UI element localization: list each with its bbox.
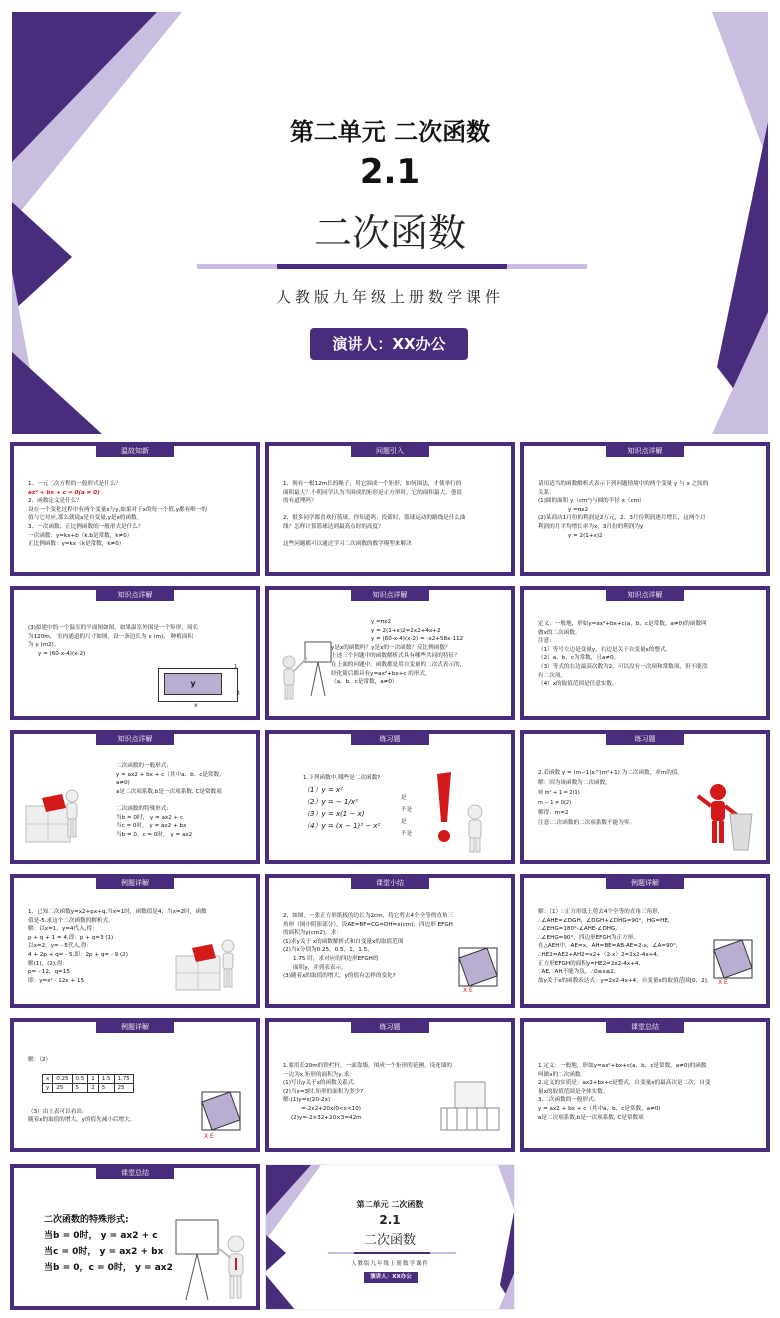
text-line: 正方形EFGH的面积y=HE2=2x2-4x+4, bbox=[538, 960, 641, 967]
text-line: 以x=2，y= - 5代入,得： bbox=[28, 943, 93, 950]
text-line: 1.要用长20m的铁栏杆，一面靠墙，围成一个矩形的花圃，设连墙的 bbox=[283, 1063, 452, 1069]
text-line: (2)当x分别为0.25，0.5，1，1.5， bbox=[283, 947, 373, 954]
table-cell: 2 bbox=[88, 1084, 99, 1093]
mini-divider-light-right bbox=[430, 1252, 456, 1254]
text-line: p= - 12，q=15 bbox=[28, 969, 70, 976]
slide-tab: 知识点详解 bbox=[606, 589, 684, 601]
text-line: 1.下列函数中,哪些是二次函数? bbox=[303, 775, 381, 781]
text-line: 叫做x的二次函数。 bbox=[538, 1071, 587, 1078]
text-line: 二次函数的一般形式: bbox=[116, 763, 169, 769]
slide-body bbox=[538, 1062, 756, 1122]
slide-tab: 课堂总结 bbox=[606, 1021, 684, 1033]
text-line: (1)写出y关于x的函数关系式。 bbox=[283, 1080, 360, 1087]
mini-divider-light bbox=[328, 1252, 354, 1254]
slide-tab: 知识点详解 bbox=[351, 589, 429, 601]
cover-divider-light-right bbox=[507, 264, 587, 269]
cover-presenter-badge: 演讲人：XX办公 bbox=[310, 328, 468, 360]
text-line: 值与它对应,那么就说x是自变量,y是x的函数。 bbox=[28, 515, 143, 522]
mini-section-number: 2.1 bbox=[379, 1213, 401, 1227]
slide-tab: 练习题 bbox=[351, 1021, 429, 1033]
text-line: 2.若函数 y = (m−1)x^(m²+1) 为二次函数，求m的值。 bbox=[538, 770, 683, 776]
formula-line: m − 1 ≠ 0(2) bbox=[538, 800, 572, 806]
text-line: 当b = 0时， y = ax2 + c bbox=[116, 814, 184, 821]
text-line: 当c = 0时， y = ax2 + bx bbox=[116, 823, 187, 830]
slide-summary-2 bbox=[10, 1164, 260, 1310]
slide-review bbox=[10, 442, 260, 576]
text-line: 3.二次函数的一般形式: bbox=[538, 1097, 596, 1104]
text-line: 有二次项。 bbox=[538, 672, 566, 679]
slide-knowledge-1 bbox=[520, 442, 770, 576]
text-line bbox=[116, 796, 246, 805]
text-line: 1、现有一根12m长的绳子，用它围成一个矩形，如何围法，才使举行的 bbox=[283, 481, 462, 487]
text-line: 随着x的取值的增大，y的值先减小后增大。 bbox=[28, 1117, 136, 1124]
slide-exercise-3 bbox=[265, 1018, 515, 1152]
formula-line: （2）y = − 1/x² bbox=[303, 798, 358, 806]
slide-tab: 例题详解 bbox=[96, 1021, 174, 1033]
text-line: 2.定义的实质是：ax2+bx+c是整式，自变量x的最高次是二次，自变 bbox=[538, 1080, 711, 1087]
text-line: 这些问题都可以通过学习二次函数的数学模型来解决 bbox=[283, 541, 412, 548]
text-line: 在上面的问题中，函数都是用自变量的二次式表示的， bbox=[331, 661, 466, 668]
text-line: ∵AE，AH不能为负，∴0≤x≤2, bbox=[538, 969, 616, 976]
slide-tab: 课堂小结 bbox=[351, 877, 429, 889]
text-line: 关系： bbox=[538, 489, 555, 496]
answer-label: 是 bbox=[401, 795, 407, 801]
text-line: 当b = 0时， y = ax2 + c bbox=[44, 1231, 158, 1241]
formula-line: （1）y = x² bbox=[303, 786, 343, 794]
square-diagram-icon bbox=[710, 936, 756, 986]
text-line: 利润的月平均增长率为x，3月份的利润为y bbox=[538, 523, 644, 530]
slide-exercise-1 bbox=[265, 730, 515, 864]
table-cell: 1.5 bbox=[98, 1075, 114, 1084]
slide-tab: 知识点详解 bbox=[96, 733, 174, 745]
svg-text:X E: X E bbox=[718, 979, 728, 986]
text-line: y是x的函数吗？y是x的一次函数？反比例函数？ bbox=[331, 644, 451, 651]
slide-example-2 bbox=[520, 874, 770, 1008]
slide-knowledge-3 bbox=[265, 586, 515, 720]
red-figure-podium-icon bbox=[692, 780, 758, 854]
text-line: 解：以x=1，y=4代入,得： bbox=[28, 926, 98, 933]
text-line: (1)求y关于 x的函数解析式和自变量x的取值范围 bbox=[283, 938, 404, 945]
text-line: 请用适当的函数解析式表示下列问题情境中的两个变量 y 与 x 之间的 bbox=[538, 481, 709, 487]
text-line: ∴HE2=AE2+AH2=x2+（2-x）2=2x2-4x+4, bbox=[538, 951, 659, 958]
answer-label: 不是 bbox=[401, 807, 413, 813]
text-line: 当b = 0，c = 0时， y = ax2 bbox=[116, 831, 193, 838]
text-line: 2、如图，一张正方形纸板的边长为2cm，将它剪去4个全等的直角三 bbox=[283, 913, 454, 919]
text-line: 解：（1）∵正方形纸上剪去4个全等的直角三角形, bbox=[538, 909, 660, 915]
text-line: 解：因为该函数为二次函数， bbox=[538, 780, 611, 786]
slide-body bbox=[538, 480, 756, 540]
text-line: a是二次项系数,b是一次项系数, C是常数项 bbox=[116, 788, 222, 795]
text-line: 3、一次函数、正比例函数的一般形式是什么？ bbox=[28, 523, 144, 530]
text-line: ∴∠EHG=90°，四边形EFGH为正方形, bbox=[538, 934, 636, 941]
slide-body bbox=[283, 480, 501, 549]
text-line: 2、很多同学都喜欢打篮球，你知道吗：投篮时，篮球运动的路线是什么曲 bbox=[283, 515, 466, 522]
mini-cover-slide bbox=[265, 1164, 515, 1310]
text-line: y = ax2 + bx + c（其中a、b、c是常数，a≠0) bbox=[538, 1105, 661, 1112]
cover-subtitle: 人教版九年级上册数学课件 bbox=[275, 288, 504, 306]
svg-text:X E: X E bbox=[204, 1133, 214, 1140]
text-line: （1）等号左边是变量y，右边是关于自变量x的整式。 bbox=[538, 646, 672, 653]
table-cell: 1 bbox=[88, 1075, 99, 1084]
text-line: 值是-5.求这个二次函数的解析式。 bbox=[28, 917, 114, 924]
table-cell: 5 bbox=[72, 1084, 88, 1093]
cover-section-title: 二次函数 bbox=[313, 211, 466, 255]
answer-label: 不是 bbox=[401, 831, 413, 837]
mini-section-title: 二次函数 bbox=[363, 1233, 416, 1248]
table-cell: 5 bbox=[98, 1084, 114, 1093]
text-line: 一边为x,矩形的面积为y,求: bbox=[283, 1071, 351, 1078]
slide-tab: 例题详解 bbox=[96, 877, 174, 889]
text-line: (3)拟建中的一个温室的平面图如图，如果温室外围是一个矩形，周长 bbox=[28, 625, 199, 631]
text-line bbox=[283, 532, 501, 541]
greenhouse-diagram bbox=[154, 666, 244, 710]
text-line: ∴∠AHE=∠DGH，∠DGH+∠DHG=90°，HG=HE， bbox=[538, 917, 674, 924]
text-line bbox=[283, 506, 501, 515]
text-line: （a，b，c是常数，a≠0） bbox=[331, 679, 398, 686]
slide-tab: 温故知新 bbox=[96, 445, 174, 457]
mini-presenter-badge: 演讲人：XX办公 bbox=[364, 1272, 418, 1283]
text-line: =-2x2+20x(0<x<10) bbox=[301, 1105, 361, 1112]
text-line: (1)圆的面积 y（cm²)与圆的半径 x（cm） bbox=[538, 498, 645, 505]
text-line: 1.定义：一般地，形如y=ax²+bx+c(a，b，c是常数，a≠0)的函数 bbox=[538, 1063, 707, 1069]
slide-tab: 练习题 bbox=[351, 733, 429, 745]
formula-line: y = (60-x-4)(x-2) = -x2+58x-112 bbox=[371, 636, 464, 643]
text-line: 面积最大？小明同学认为当围成的矩形是正方形时，它的面积最大，他说 bbox=[283, 489, 463, 496]
formula-line: y = 2(1+x)2 bbox=[568, 532, 603, 539]
value-table bbox=[42, 1074, 134, 1093]
text-line: a≠0) bbox=[116, 780, 130, 787]
slide-body bbox=[28, 624, 246, 658]
square-diagram-icon bbox=[196, 1086, 246, 1140]
text-line: 设在一个变化过程中有两个变量x与y,如果对于x的每一个值,y都有唯一的 bbox=[28, 506, 208, 513]
formula-line: y = 2(1+x)2=2x2+4x+2 bbox=[371, 627, 441, 634]
side-label: 3 bbox=[236, 690, 240, 697]
text-line: 即：y=x² - 12x + 15 bbox=[28, 977, 85, 984]
text-line: 的面积为y(cm2)，求： bbox=[283, 930, 342, 937]
slide-body bbox=[116, 762, 246, 839]
slide-tab: 问题引入 bbox=[351, 445, 429, 457]
text-line: ∴∠EHG=180°-∠AHE-∠DHG, bbox=[538, 926, 618, 933]
text-line: (2)某商店1月份的利润是2万元，2、3月份利润逐月增长，这两个月 bbox=[538, 515, 706, 522]
cover-divider-light bbox=[197, 264, 277, 269]
text-line: 经化简后都具有y=ax²+bx+c 的形式。 bbox=[331, 670, 431, 677]
text-line: （3）由上表可以看出: bbox=[28, 1108, 84, 1115]
text-line: 线？怎样计算篮球达到最高点时的高度？ bbox=[283, 523, 384, 530]
text-line: 1.75 时，求对应的四边形EFGH的 bbox=[293, 955, 379, 962]
table-cell: 0.25 bbox=[53, 1075, 72, 1084]
text-line: 的有道理吗？ bbox=[283, 498, 317, 505]
slide-example-3 bbox=[10, 1018, 260, 1152]
text-line: 当b = 0，c = 0时， y = ax2 bbox=[44, 1263, 173, 1273]
text-line: 注意： bbox=[538, 638, 555, 645]
text-line: 4 + 2p + q= - 5,即：2p + q= - 9 (2) bbox=[28, 951, 128, 958]
text-line: y = ax2 + bx + c（其中a、b、c是常数, bbox=[116, 771, 221, 778]
text-line: 面积y，并列表表示。 bbox=[293, 964, 347, 971]
inner-rect: y bbox=[164, 673, 222, 695]
slide-tab: 知识点详解 bbox=[96, 589, 174, 601]
formula-line: y =πx2 bbox=[568, 506, 589, 513]
presenter-figure-icon bbox=[174, 1214, 254, 1304]
formula-line: （3）y = x(1 − x) bbox=[303, 810, 365, 818]
text-line: 解(1)，(2),得： bbox=[28, 960, 69, 967]
text-line: (3)随着x的取值的增大，y的值有怎样的变化? bbox=[283, 973, 396, 980]
table-cell: 1.75 bbox=[114, 1075, 133, 1084]
answers-column bbox=[401, 792, 412, 840]
slide-knowledge-2 bbox=[10, 586, 260, 720]
slide-tab: 课堂总结 bbox=[96, 1167, 174, 1179]
svg-text:X E: X E bbox=[463, 987, 473, 994]
text-line: 为120m， 室内通道的尺寸如图，设一条边长为 x (m)， 种植面积 bbox=[28, 633, 194, 640]
text-line bbox=[28, 1065, 246, 1074]
text-line: (2)y=-2×32+20×3=42m bbox=[291, 1114, 362, 1121]
text-line: 量x的取值范围是全体实数。 bbox=[538, 1088, 609, 1095]
text-line: 注意:二次函数的二次项系数不能为零。 bbox=[538, 820, 635, 826]
top-label: 1 bbox=[234, 664, 238, 670]
slide-tab: 知识点详解 bbox=[606, 445, 684, 457]
text-line: 在△AEH中，AE=x，AH=BE=AB-AE=2-x，∠A=90°, bbox=[538, 943, 678, 950]
table-cell: x bbox=[43, 1075, 53, 1084]
equation-line: ax² + bx + c = 0(a ≠ 0) bbox=[28, 489, 100, 496]
cover-slide bbox=[12, 12, 768, 434]
formula-line: 则 m² + 1 = 2(1) bbox=[538, 790, 580, 796]
text-line: 正比例函数：y=kx（k是常数，k≠0） bbox=[28, 541, 125, 548]
slide-summary-class bbox=[265, 874, 515, 1008]
text-line: 解得：m=2 bbox=[538, 810, 569, 816]
exclamation-figure-icon bbox=[427, 770, 499, 854]
slide-body bbox=[538, 620, 756, 689]
mini-unit-title: 第二单元 二次函数 bbox=[356, 1200, 424, 1209]
text-line: 角形（图中阴影部分），设AE=BF=CG=DH=x(cm)，四边形 EFGH bbox=[283, 921, 453, 928]
mini-divider-dark bbox=[354, 1252, 430, 1254]
slide-tab: 练习题 bbox=[606, 733, 684, 745]
text-line: 二次函数的特殊形式: bbox=[116, 805, 169, 812]
puzzle-figure-icon bbox=[172, 934, 244, 994]
slide-summary-1 bbox=[520, 1018, 770, 1152]
text-line: p + q + 1 = 4,即：p + q=3 (1) bbox=[28, 934, 114, 941]
formula-line: y =πx2 bbox=[371, 619, 392, 625]
slide-knowledge-5 bbox=[10, 730, 260, 864]
mini-subtitle: 人教版九年级上册数学课件 bbox=[350, 1261, 429, 1267]
text-line: 上述三个问题中的函数解析式具有哪些共同的特征？ bbox=[331, 653, 460, 660]
table-cell: 25 bbox=[53, 1084, 72, 1093]
puzzle-figure-icon bbox=[22, 784, 88, 846]
slide-knowledge-4 bbox=[520, 586, 770, 720]
formula-line: （4）y = (x − 1)² − x² bbox=[303, 822, 381, 830]
table-cell: y bbox=[43, 1084, 53, 1093]
presenter-figure-icon bbox=[275, 636, 333, 706]
formula-line: y = (60-x-4)(x-2) bbox=[38, 650, 86, 657]
text-line: 为 y (m2)。 bbox=[28, 642, 60, 649]
slide-example-1 bbox=[10, 874, 260, 1008]
table-cell: 0.5 bbox=[72, 1075, 88, 1084]
text-line: 解:(1)y=x(20-2x) bbox=[283, 1097, 331, 1104]
text-line: (2)当x=3时,矩形的面积为多少? bbox=[283, 1088, 364, 1095]
text-line: 一次函数：y=kx+b（k,b是常数，k≠0） bbox=[28, 532, 133, 539]
cover-divider-dark bbox=[277, 264, 507, 269]
text-line: 故y关于x的函数表达式：y=2x2-4x+4，自变量x的取值范围[0，2]。 bbox=[538, 977, 713, 984]
text-line: （4）x的取值范围是任意实数。 bbox=[538, 681, 618, 688]
text-line: 解：（2） bbox=[28, 1057, 52, 1063]
answer-label: 是 bbox=[401, 819, 407, 825]
cover-unit-title: 第二单元 二次函数 bbox=[289, 118, 491, 146]
text-line: 二次函数的特殊形式: bbox=[44, 1215, 129, 1225]
slide-exercise-2 bbox=[520, 730, 770, 864]
table-cell: 25 bbox=[114, 1084, 133, 1093]
cover-section-number: 2.1 bbox=[359, 152, 421, 192]
text-line: 做x的二次函数。 bbox=[538, 629, 581, 636]
text-line: 当c = 0时， y = ax2 + bx bbox=[44, 1247, 164, 1257]
square-diagram-icon bbox=[455, 944, 501, 994]
text-line: 2、函数定义是什么？ bbox=[28, 498, 82, 505]
slide-tab: 例题详解 bbox=[606, 877, 684, 889]
slide-body bbox=[28, 480, 246, 549]
text-line: a是二次项系数,b是一次项系数, C是常数项 bbox=[538, 1114, 644, 1121]
text-line: 定义：一般地，形如y=ax²+bx+c(a，b，c是常数，a≠0)的函数叫 bbox=[538, 621, 707, 627]
text-line: 1、一元二次方程的一般形式是什么？ bbox=[28, 481, 122, 487]
text-line: 1、已知二次函数y=x2+px+q,当x=1时，函数值是4；当x=2时，函数 bbox=[28, 909, 207, 915]
slide-problem-intro bbox=[265, 442, 515, 576]
text-line: （2）a，b，c为常数，且a≠0。 bbox=[538, 655, 620, 662]
slide-body bbox=[331, 618, 501, 687]
bottom-label: x bbox=[194, 702, 198, 709]
text-line: （3）等式的右边最高次数为2，可以没有一次项和常数项，但不能没 bbox=[538, 663, 708, 670]
garden-fence-icon bbox=[437, 1078, 503, 1140]
